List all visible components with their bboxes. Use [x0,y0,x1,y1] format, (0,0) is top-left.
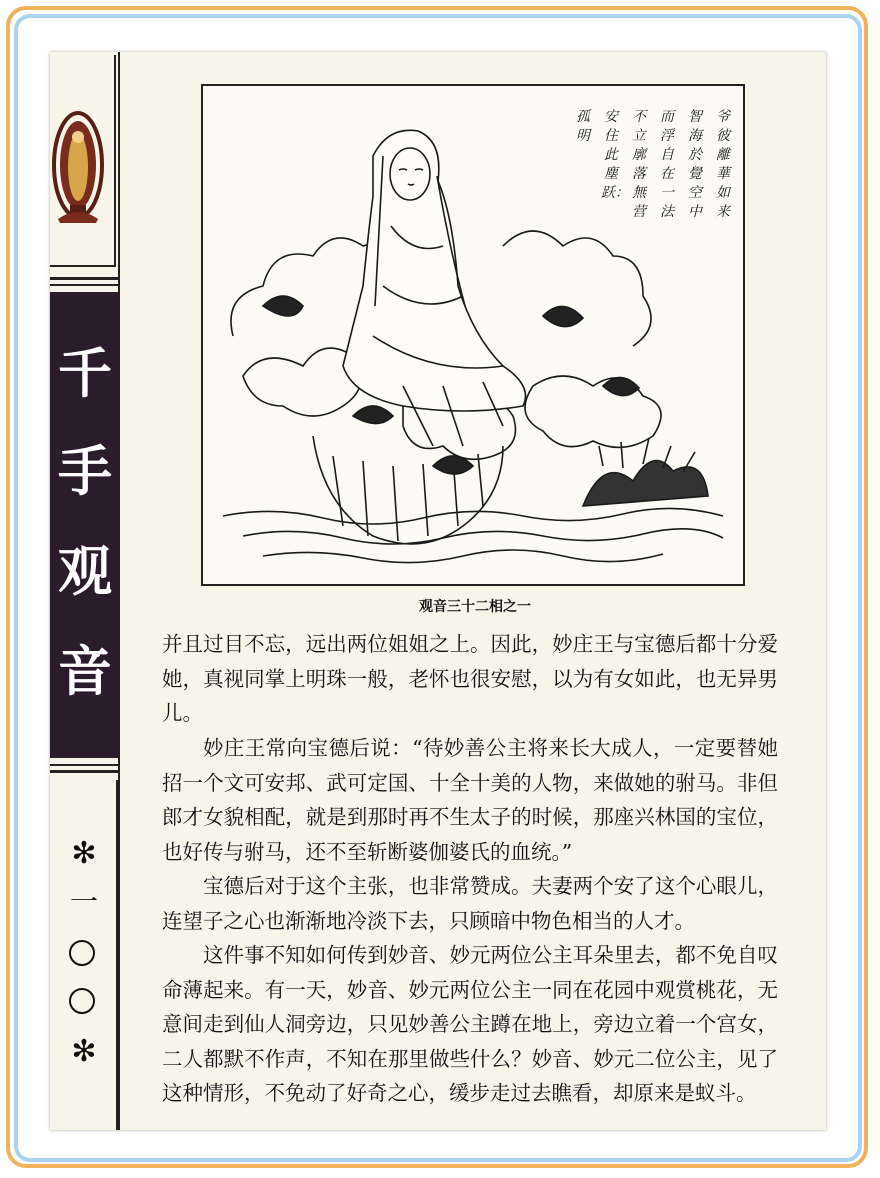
bottom-rule-thin [50,764,120,766]
flower-ornament-icon: ✻ [71,836,97,871]
bottom-rule [50,770,120,773]
flower-ornament-icon: ✻ [71,1034,97,1069]
book-title-char: 音 [58,639,112,703]
book-title-char: 千 [58,341,112,405]
poem-column: 不立廓落無营 [632,109,646,220]
poem-column: 安住此塵跃： [601,109,629,201]
body-paragraph: 宝德后对于这个主张，也非常赞成。夫妻两个安了这个心眼儿，连望子之心也渐渐地冷淡下去，只顾暗中物色相当的人才。 [162,874,778,933]
page-number-digit: 一 [69,885,98,918]
book-title-char: 观 [58,539,112,603]
poem-column: 孤明 [576,109,590,144]
poem-column: 爷彼離華如来 [716,109,730,220]
illustration-caption: 观音三十二相之一 [419,599,531,615]
top-rule [50,277,120,280]
emblem-box [50,55,116,267]
book-title-char: 手 [58,439,112,503]
body-paragraph: 妙庄王常向宝德后说：“待妙善公主将来长大成人，一定要替她招一个文可安邦、武可定国、十全十美的人物，来做她的驸马。非但郎才女貌相配，就是到那时再不生太子的时候，那座兴林国的宝位，也好传与驸马，还不至斩断婆伽婆氏的血统。” [162,736,778,864]
page-number-zero-icon [69,988,95,1014]
guanyin-emblem-icon [50,55,114,265]
body-paragraph: 并且过目不忘，远出两位姐姐之上。因此，妙庄王与宝德后都十分爱她，真视同掌上明珠一般，老怀也很安慰，以为有女如此，也无异男儿。 [162,632,778,725]
poem-column: 智海於覺空中 [688,109,702,220]
page-number-zero-icon [69,940,95,966]
body-paragraph: 这件事不知如何传到妙音、妙元两位公主耳朵里去，都不免自叹命薄起来。有一天，妙音、妙元两位公主一同在花园中观赏桃花，无意间走到仙人洞旁边，只见妙善公主蹲在地上，旁边立着一个宫女，二人都默不作声，不知在那里做些什么？妙音、妙元二位公主，见了这种情形，不免动了好奇之心，缓步走过去瞧看，却原来是蚁斗。 [162,943,778,1105]
top-rule-thin [50,284,120,286]
guanyin-illustration [201,84,745,586]
poem-column: 而浮自在一法 [660,109,674,220]
